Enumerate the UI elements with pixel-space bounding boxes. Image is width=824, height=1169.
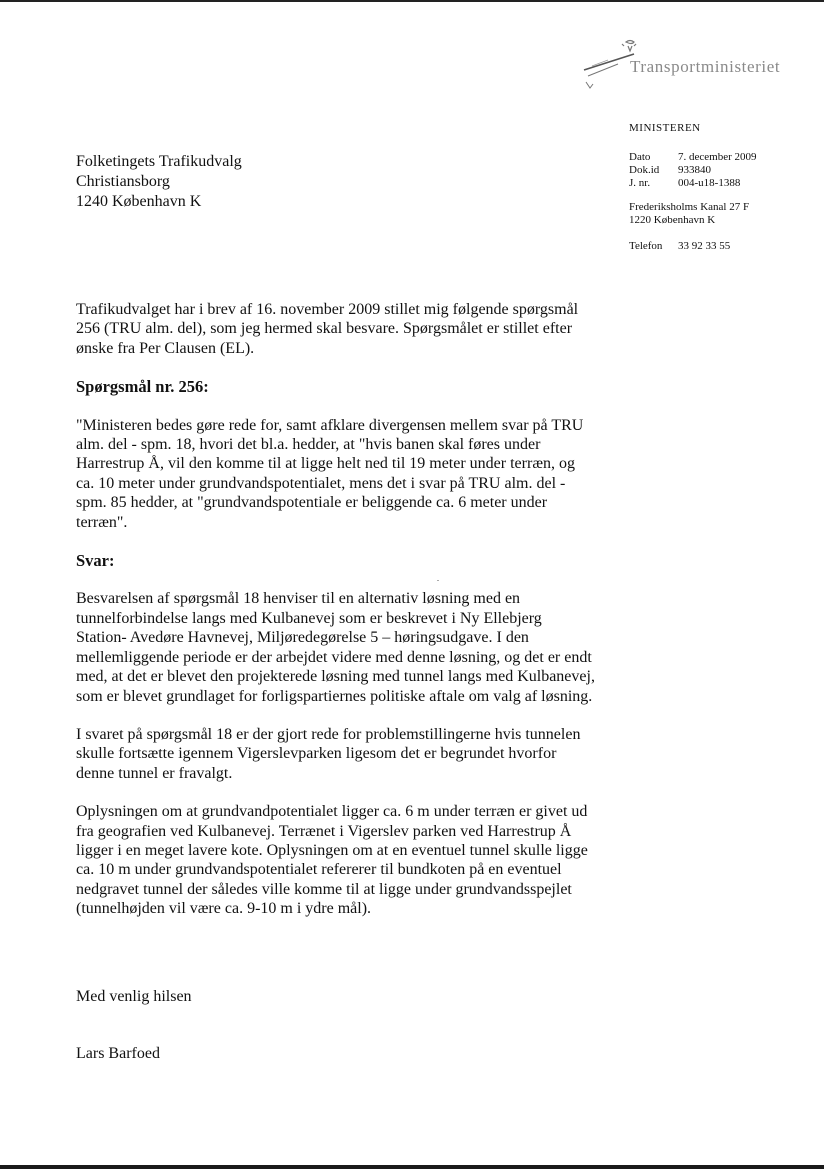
question-text: "Ministeren bedes gøre rede for, samt afklare divergensen mellem svar på TRU alm. del - spm. 18, hvori det bl.a. hedder, at "hvis banen skal føres under Harrestrup Å, vil den komme til at ligge helt ned til 19 meter under terræn, og ca. 10 meter under grundvandspotentialet, mens det i svar på TRU alm. del - spm. 85 hedder, at "grundvandspotentiale er beliggende ca. 6 meter under terræn". — [76, 416, 584, 531]
answer-paragraph: Besvarelsen af spørgsmål 18 henviser til en alternativ løsning med en tunnelforbindelse langs med Kulbanevej som er beskrevet i Ny Ellebjerg Station- Avedøre Havnevej, Miljøredegørelse 5 – høringsudgave. I den mellemliggende periode er der arbejdet videre med denne løsning, og det er endt med, at det er blevet den projekterede løsning med tunnel langs med Kulbanevej, som er blevet grundlaget for forligspartiernes politiske aftale om valg af løsning. — [76, 590, 595, 705]
meta-value: 933840 — [678, 164, 711, 176]
ministry-logo — [578, 36, 808, 96]
answer-paragraph: I svaret på spørgsmål 18 er der gjort rede for problemstillingerne hvis tunnelen skulle fortsætte igennem Vigerslevparken ligesom det er begrundet hvorfor denne tunnel er fravalgt. — [76, 725, 581, 782]
letter-body — [76, 300, 596, 919]
meta-value: 7. december 2009 — [678, 151, 757, 163]
logo-text: Transportministeriet — [630, 57, 781, 76]
recipient-line: Christiansborg — [76, 173, 170, 190]
phone-label: Telefon — [629, 240, 663, 252]
address-line: Frederiksholms Kanal 27 F — [629, 201, 750, 213]
closing-text: Med venlig hilsen — [76, 988, 192, 1005]
page-bottom-edge — [0, 1165, 824, 1169]
meta-value: 004-u18-1388 — [678, 177, 741, 189]
scan-speck — [437, 580, 439, 581]
answer-heading: Svar: — [76, 551, 115, 571]
intro-paragraph: Trafikudvalget har i brev af 16. november 2009 stillet mig følgende spørgsmål 256 (TRU alm. del), som jeg hermed skal besvare. Spørgsmålet er stillet efter ønske fra Per Clausen (EL). — [76, 301, 579, 357]
phone-value: 33 92 33 55 — [678, 240, 731, 252]
phone-row — [629, 240, 730, 252]
recipient-address — [76, 152, 242, 212]
page-top-edge — [0, 0, 824, 2]
section-title: MINISTEREN — [629, 122, 701, 134]
answer-paragraph: Oplysningen om at grundvandpotentialet ligger ca. 6 m under terræn er givet ud fra geografien ved Kulbanevej. Terrænet i Vigerslev parken ved Harrestrup Å ligger i en meget lavere kote. Oplysningen om at en eventuel tunnel skulle ligge ca. 10 m under grundvandspotentialet refererer til bundkoten på en eventuel nedgravet tunnel der således ville komme til at ligge under grundvandsspejlet (tunnelhøjden vil være ca. 9-10 m i ydre mål). — [76, 803, 588, 918]
recipient-line: Folketingets Trafikudvalg — [76, 153, 242, 170]
meta-label: Dok.id — [629, 164, 660, 176]
recipient-line: 1240 København K — [76, 193, 202, 210]
meta-row-journal — [629, 177, 740, 189]
question-heading: Spørgsmål nr. 256: — [76, 377, 209, 397]
meta-row-docid — [629, 164, 711, 176]
meta-row-date — [629, 151, 757, 163]
signature-name: Lars Barfoed — [76, 1045, 160, 1062]
meta-label: Dato — [629, 151, 651, 163]
address-line: 1220 København K — [629, 214, 716, 226]
meta-label: J. nr. — [629, 177, 651, 189]
